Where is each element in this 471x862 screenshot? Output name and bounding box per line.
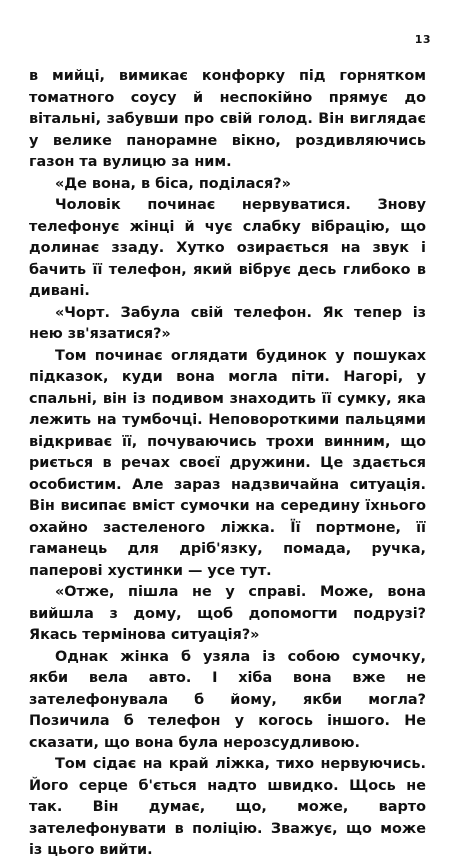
paragraph-8: Том сідає на край ліжка, тихо нервуючись. Його серце б'ється надто швидко. Щось не так. Він думає, що, може, варто зателефонувати в поліцію. Зважує, що може із цього вийти. — [29, 756, 426, 858]
page-text — [29, 66, 426, 862]
page-number: 13 — [414, 33, 431, 46]
paragraph-2: «Де вона, в біса, поділася?» — [55, 175, 291, 192]
paragraph-7: Однак жінка б узяла із собою сумочку, якби вела авто. І хіба вона вже не зателефонувала б йому, якби могла? Позичила б телефон у когось іншого. Не сказати, що вона була нерозсудливою. — [29, 648, 426, 751]
paragraph-4: «Чорт. Забула свій телефон. Як тепер із нею зв'язатися?» — [29, 304, 426, 342]
paragraph-3: Чоловік починає нервуватися. Знову телефонує жінці й чує слабку вібрацію, що долинає ззаду. Хутко озирається на звук і бачить її телефон, який вібрує десь глибоко в дивані. — [29, 197, 426, 299]
paragraph-5: Том починає оглядати будинок у пошуках підказок, куди вона могла піти. Нагорі, у спальні, він із подивом знаходить її сумку, яка лежить на тумбочці. Неповороткими пальцями відкриває її, почуваючись трохи винним, що риється в речах своєї дружини. Це здається особистим. Але зараз надзвичайна ситуація. Він висипає вміст сумочки на середину їхнього охайно застеленого ліжка. Її портмоне, її гаманець для дріб'язку, помада, ручка, паперові хустинки — усе тут. — [29, 347, 426, 579]
paragraph-6: «Отже, пішла не у справі. Може, вона вийшла з дому, щоб допомогти подрузі? Якась термінова ситуація?» — [29, 584, 426, 643]
paragraph-1: в мийці, вимикає конфорку під горнятком томатного соусу й неспокійно прямує до вітальні, забувши про свій голод. Він виглядає у велике панорамне вікно, роздивляючись газон та вулицю за ним. — [29, 68, 426, 170]
